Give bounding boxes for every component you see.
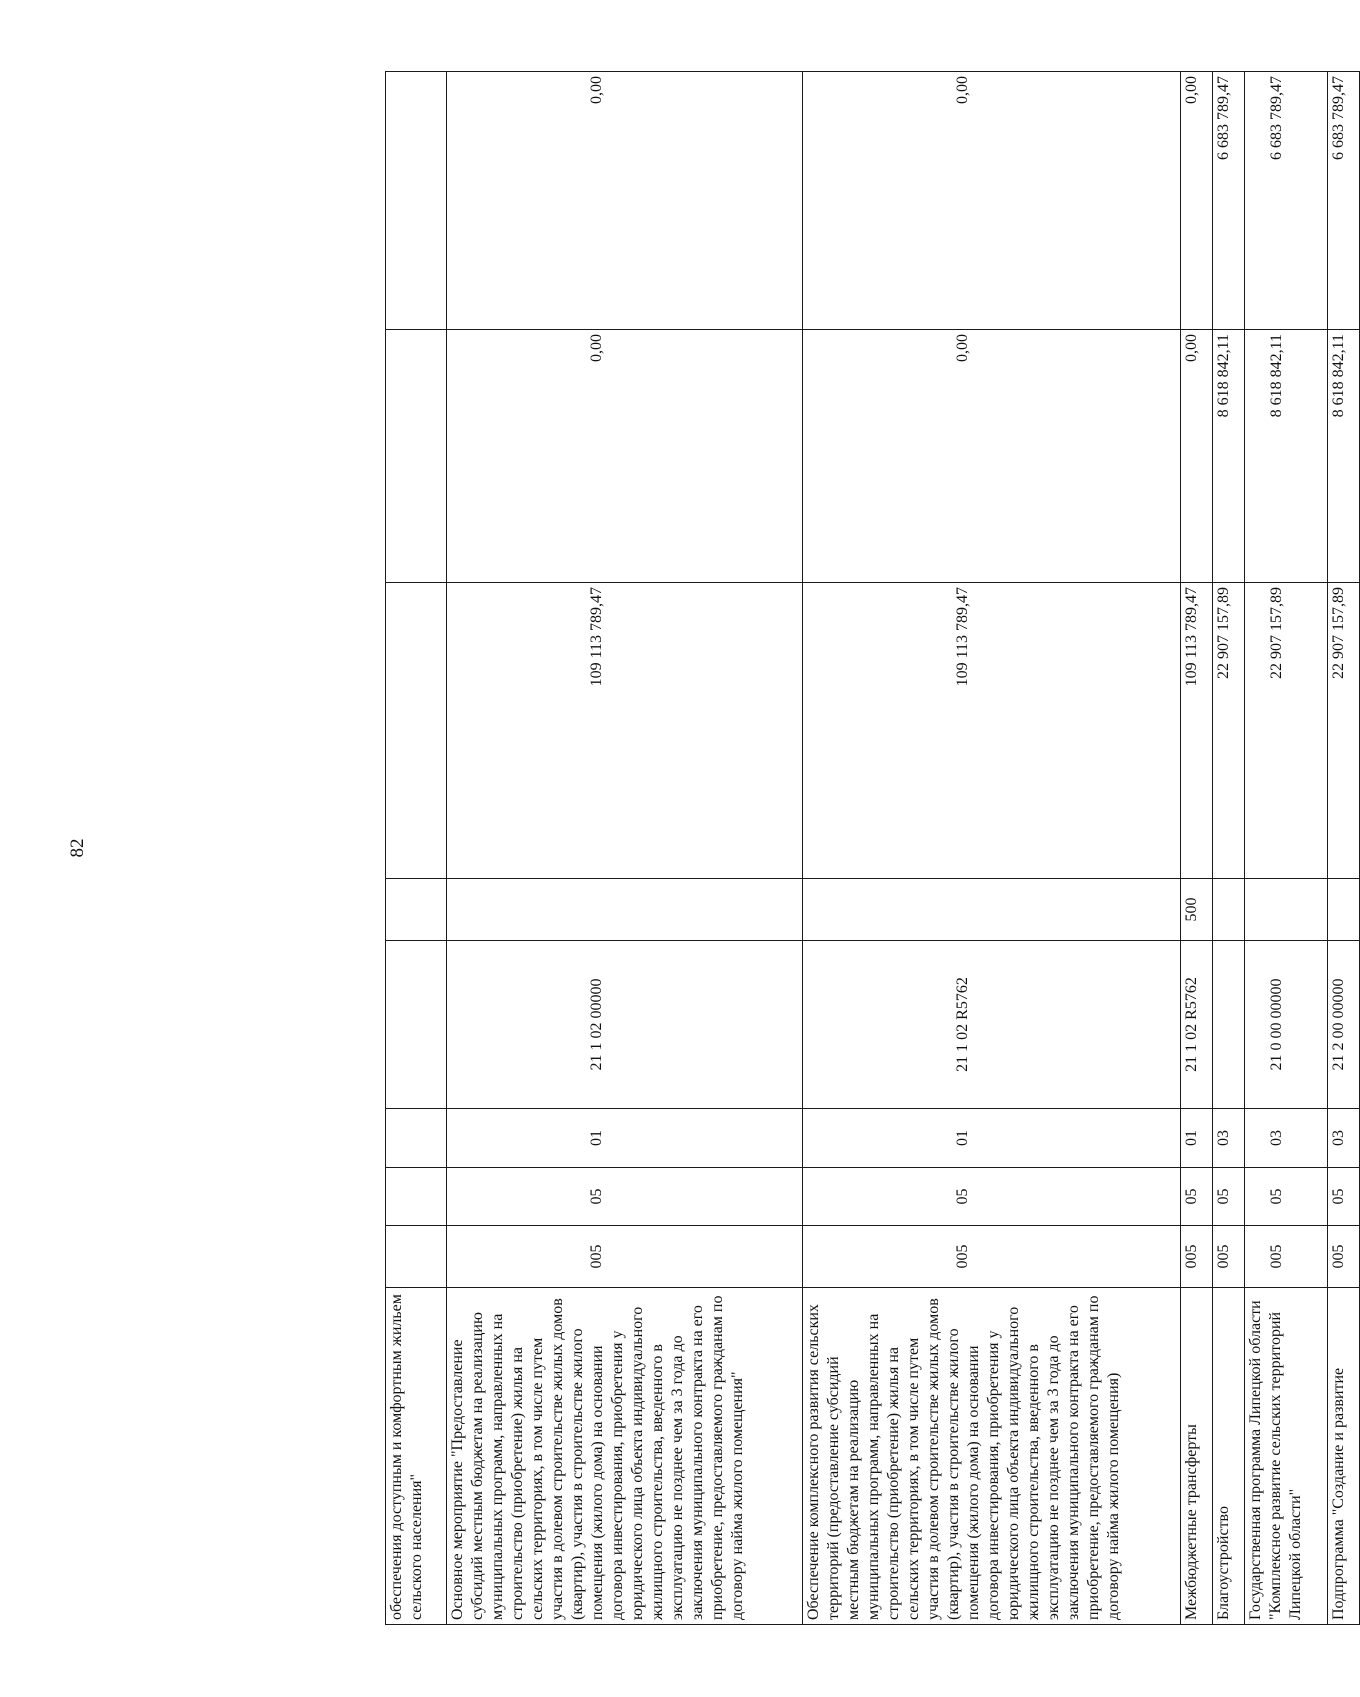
ved-code: 005 [1212, 1225, 1244, 1287]
expense-type-code [1245, 878, 1327, 940]
amount-year-2: 8 618 842,11 [1245, 329, 1327, 582]
row-name: Государственная программа Липецкой области "Комплексное развитие сельских территорий Липецкой области" [1245, 1287, 1327, 1624]
row-name: Основное мероприятие "Предоставление субсидий местным бюджетам на реализацию муниципальных программ, направленных на строительство (приобретение) жилья на сельских территориях, в том числе путем участия в долевом строительстве жилых домов (квартир), участия в строительстве жилого помещения (жилого дома) на основании договора инвестирования, приобретения у юридического лица объекта индивидуального жилищного строительства, введенного в эксплуатацию не позднее чем за 3 года до заключения муниципального контракта на его приобретение, предоставляемого гражданам по договору найма жилого помещения" [446, 1287, 803, 1624]
amount-year-2: 8 618 842,11 [1327, 329, 1359, 582]
table-row [803, 71, 1180, 1624]
amount-year-3: 6 683 789,47 [1327, 71, 1359, 329]
amount-year-3: 0,00 [803, 71, 1180, 329]
row-name: Межбюджетные трансферты [1180, 1287, 1212, 1624]
table-row [386, 71, 447, 1624]
expense-type-code [386, 878, 447, 940]
subsection-code: 01 [1180, 1108, 1212, 1167]
expense-type-code [1212, 878, 1244, 940]
target-article-code: 21 1 02 R5762 [1180, 940, 1212, 1108]
page-number: 82 [67, 838, 88, 858]
table-row [1245, 71, 1327, 1624]
target-article-code: 21 1 02 00000 [446, 940, 803, 1108]
expense-type-code [446, 878, 803, 940]
amount-year-1: 109 113 789,47 [446, 582, 803, 878]
expense-type-code: 500 [1180, 878, 1212, 940]
subsection-code: 01 [446, 1108, 803, 1167]
expense-type-code [803, 878, 1180, 940]
target-article-code: 21 2 00 00000 [1327, 940, 1359, 1108]
row-name: Подпрограмма "Создание и развитие [1327, 1287, 1359, 1624]
budget-table-container [385, 72, 1360, 1625]
target-article-code [1212, 940, 1244, 1108]
subsection-code: 03 [1245, 1108, 1327, 1167]
target-article-code [386, 940, 447, 1108]
budget-table [385, 71, 1360, 1625]
amount-year-2 [386, 329, 447, 582]
section-code: 05 [1245, 1167, 1327, 1225]
amount-year-2: 8 618 842,11 [1212, 329, 1244, 582]
amount-year-3: 0,00 [1180, 71, 1212, 329]
section-code: 05 [1327, 1167, 1359, 1225]
target-article-code: 21 1 02 R5762 [803, 940, 1180, 1108]
amount-year-1: 109 113 789,47 [803, 582, 1180, 878]
section-code [386, 1167, 447, 1225]
table-row [1212, 71, 1244, 1624]
subsection-code [386, 1108, 447, 1167]
ved-code: 005 [446, 1225, 803, 1287]
amount-year-1: 22 907 157,89 [1327, 582, 1359, 878]
amount-year-3: 6 683 789,47 [1212, 71, 1244, 329]
section-code: 05 [446, 1167, 803, 1225]
section-code: 05 [1212, 1167, 1244, 1225]
subsection-code: 01 [803, 1108, 1180, 1167]
amount-year-1: 22 907 157,89 [1212, 582, 1244, 878]
amount-year-1: 109 113 789,47 [1180, 582, 1212, 878]
table-row [1327, 71, 1359, 1624]
ved-code: 005 [1245, 1225, 1327, 1287]
row-name: Благоустройство [1212, 1287, 1244, 1624]
ved-code: 005 [1180, 1225, 1212, 1287]
amount-year-2: 0,00 [803, 329, 1180, 582]
table-row [1180, 71, 1212, 1624]
amount-year-1 [386, 582, 447, 878]
row-name: Обеспечение комплексного развития сельских территорий (предоставление субсидий местным бюджетам на реализацию муниципальных программ, направленных на строительство (приобретение) жилья на сельских территориях, в том числе путем участия в долевом строительстве жилых домов (квартир), участия в строительстве жилого помещения (жилого дома) на основании договора инвестирования, приобретения у юридического лица объекта индивидуального жилищного строительства, введенного в эксплуатацию не позднее чем за 3 года до заключения муниципального контракта на его приобретение, предоставляемого гражданам по договору найма жилого помещения) [803, 1287, 1180, 1624]
amount-year-2: 0,00 [446, 329, 803, 582]
subsection-code: 03 [1212, 1108, 1244, 1167]
ved-code [386, 1225, 447, 1287]
ved-code: 005 [803, 1225, 1180, 1287]
amount-year-3: 6 683 789,47 [1245, 71, 1327, 329]
amount-year-3 [386, 71, 447, 329]
ved-code: 005 [1327, 1225, 1359, 1287]
row-name: обеспечения доступным и комфортным жильем сельского населения" [386, 1287, 447, 1624]
subsection-code: 03 [1327, 1108, 1359, 1167]
table-row [446, 71, 803, 1624]
section-code: 05 [803, 1167, 1180, 1225]
expense-type-code [1327, 878, 1359, 940]
amount-year-2: 0,00 [1180, 329, 1212, 582]
amount-year-3: 0,00 [446, 71, 803, 329]
section-code: 05 [1180, 1167, 1212, 1225]
amount-year-1: 22 907 157,89 [1245, 582, 1327, 878]
target-article-code: 21 0 00 00000 [1245, 940, 1327, 1108]
